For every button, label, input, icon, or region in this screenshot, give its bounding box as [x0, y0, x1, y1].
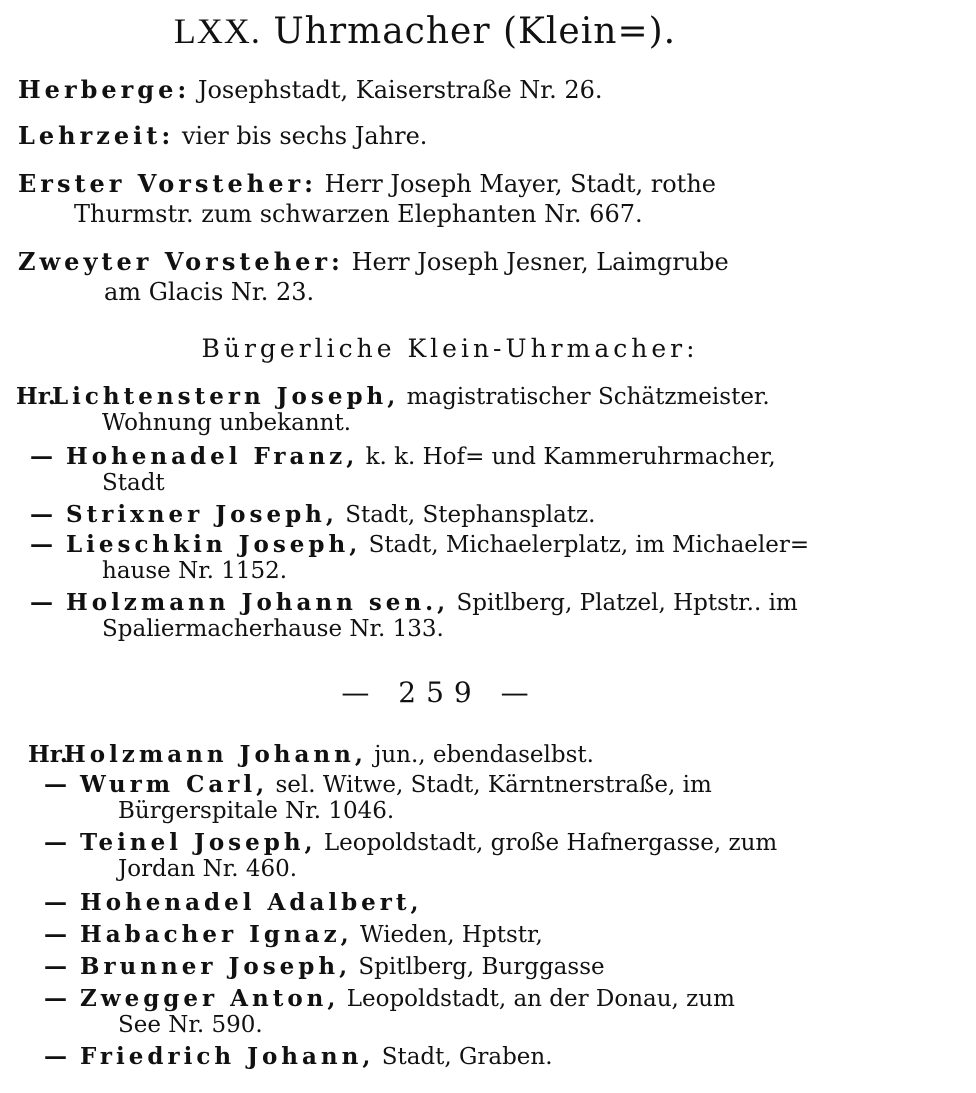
entry-line1	[44, 922, 543, 948]
zweyter-vorsteher-text1: Herr Joseph Jesner, Laimgrube	[351, 248, 729, 276]
entry-detail: jun., ebendaselbst.	[374, 742, 594, 768]
entry-detail: Wieden, Hptstr,	[359, 922, 543, 948]
page-number: — 259 —	[341, 676, 539, 709]
lehrzeit-label: Lehrzeit:	[18, 121, 175, 150]
entry-detail-continued: Jordan Nr. 460.	[118, 856, 298, 882]
entry-line2	[102, 471, 165, 496]
entry-prefix: —	[44, 953, 67, 980]
entry-detail: Leopoldstadt, große Hafnergasse, zum	[323, 830, 778, 856]
entry-name: Zwegger Anton,	[80, 985, 340, 1012]
entry-prefix: —	[44, 829, 67, 856]
entry-name: Wurm Carl,	[80, 771, 269, 798]
entry-detail-continued: Spaliermacherhause Nr. 133.	[102, 616, 444, 642]
erster-vorsteher-text1: Herr Joseph Mayer, Stadt, rothe	[324, 170, 716, 198]
entry-prefix: —	[30, 501, 53, 528]
entry-detail-continued: Bürgerspitale Nr. 1046.	[118, 798, 395, 824]
entry-name: Strixner Joseph,	[66, 501, 338, 528]
lehrzeit-line	[18, 122, 427, 150]
entry-line2	[102, 559, 287, 584]
entry-line1	[44, 954, 605, 980]
entry-detail: sel. Witwe, Stadt, Kärntnerstraße, im	[275, 772, 712, 798]
entry-line2	[102, 617, 444, 642]
entry-prefix: Hr.	[16, 383, 56, 410]
entry-detail: Stadt, Stephansplatz.	[345, 502, 596, 528]
entry-line2	[118, 857, 297, 882]
entry-name: Lieschkin Joseph,	[66, 531, 362, 558]
entry-line1	[30, 444, 776, 470]
entry-line1	[44, 986, 735, 1012]
entry-line1	[44, 1044, 553, 1070]
entry-name: Holzmann Johann sen.,	[66, 589, 450, 616]
entry-name: Lichtenstern Joseph,	[52, 383, 400, 410]
entry-prefix: —	[44, 921, 67, 948]
entry-name: Teinel Joseph,	[80, 829, 317, 856]
entry-line1	[44, 772, 712, 798]
entry-detail: Stadt, Graben.	[381, 1044, 553, 1070]
entry-line2	[118, 799, 394, 824]
entry-detail-continued: Wohnung unbekannt.	[102, 410, 352, 436]
entry-line2	[118, 1013, 263, 1038]
entry-prefix: —	[30, 531, 53, 558]
entry-name: Habacher Ignaz,	[80, 921, 353, 948]
entry-line1	[30, 532, 809, 558]
entry-prefix: —	[44, 889, 67, 916]
entry-name: Friedrich Johann,	[80, 1043, 375, 1070]
entry-prefix: Hr.	[28, 741, 68, 768]
erster-vorsteher-line2	[74, 200, 643, 228]
zweyter-vorsteher-line1	[18, 248, 729, 276]
entry-detail-continued: Stadt	[102, 470, 165, 496]
erster-vorsteher-text2: Thurmstr. zum schwarzen Elephanten Nr. 667.	[74, 200, 643, 228]
entry-prefix: —	[44, 771, 67, 798]
entry-detail: Leopoldstadt, an der Donau, zum	[346, 986, 735, 1012]
entry-name: Hohenadel Franz,	[66, 443, 359, 470]
erster-vorsteher-label: Erster Vorsteher:	[18, 169, 317, 198]
entry-detail: Spitlberg, Platzel, Hptstr.. im	[456, 590, 798, 616]
zweyter-vorsteher-line2	[104, 278, 314, 306]
entry-line1	[30, 502, 595, 528]
entry-prefix: —	[30, 443, 53, 470]
section-heading: Bürgerliche Klein-Uhrmacher:	[201, 334, 699, 363]
entry-line1	[30, 590, 798, 616]
entry-detail: k. k. Hof= und Kammeruhrmacher,	[365, 444, 776, 470]
page-title	[0, 10, 850, 52]
entry-line1	[44, 890, 423, 916]
zweyter-vorsteher-text2: am Glacis Nr. 23.	[104, 278, 315, 306]
entry-detail-continued: See Nr. 590.	[118, 1012, 263, 1038]
herberge-line	[18, 76, 603, 104]
entry-detail: Stadt, Michaelerplatz, im Michaeler=	[368, 532, 810, 558]
entry-detail: magistratischer Schätzmeister.	[406, 384, 770, 410]
entry-prefix: —	[44, 985, 67, 1012]
entry-name: Brunner Joseph,	[80, 953, 352, 980]
entry-prefix: —	[44, 1043, 67, 1070]
entry-line1	[28, 742, 594, 768]
entry-detail: Spitlberg, Burggasse	[358, 954, 605, 980]
title-roman-numeral: LXX.	[173, 11, 261, 51]
entry-prefix: —	[30, 589, 53, 616]
entry-name: Holzmann Johann,	[64, 741, 367, 768]
entry-line1	[44, 830, 777, 856]
erster-vorsteher-line1	[18, 170, 716, 198]
title-text: Uhrmacher (Klein=).	[273, 11, 677, 52]
entry-line1	[16, 384, 770, 410]
herberge-text: Josephstadt, Kaiserstraße Nr. 26.	[197, 76, 603, 104]
herberge-label: Herberge:	[18, 75, 191, 104]
entry-line2	[102, 411, 351, 436]
zweyter-vorsteher-label: Zweyter Vorsteher:	[18, 247, 344, 276]
entry-name: Hohenadel Adalbert,	[80, 889, 423, 916]
entry-detail-continued: hause Nr. 1152.	[102, 558, 288, 584]
lehrzeit-text: vier bis sechs Jahre.	[181, 122, 428, 150]
